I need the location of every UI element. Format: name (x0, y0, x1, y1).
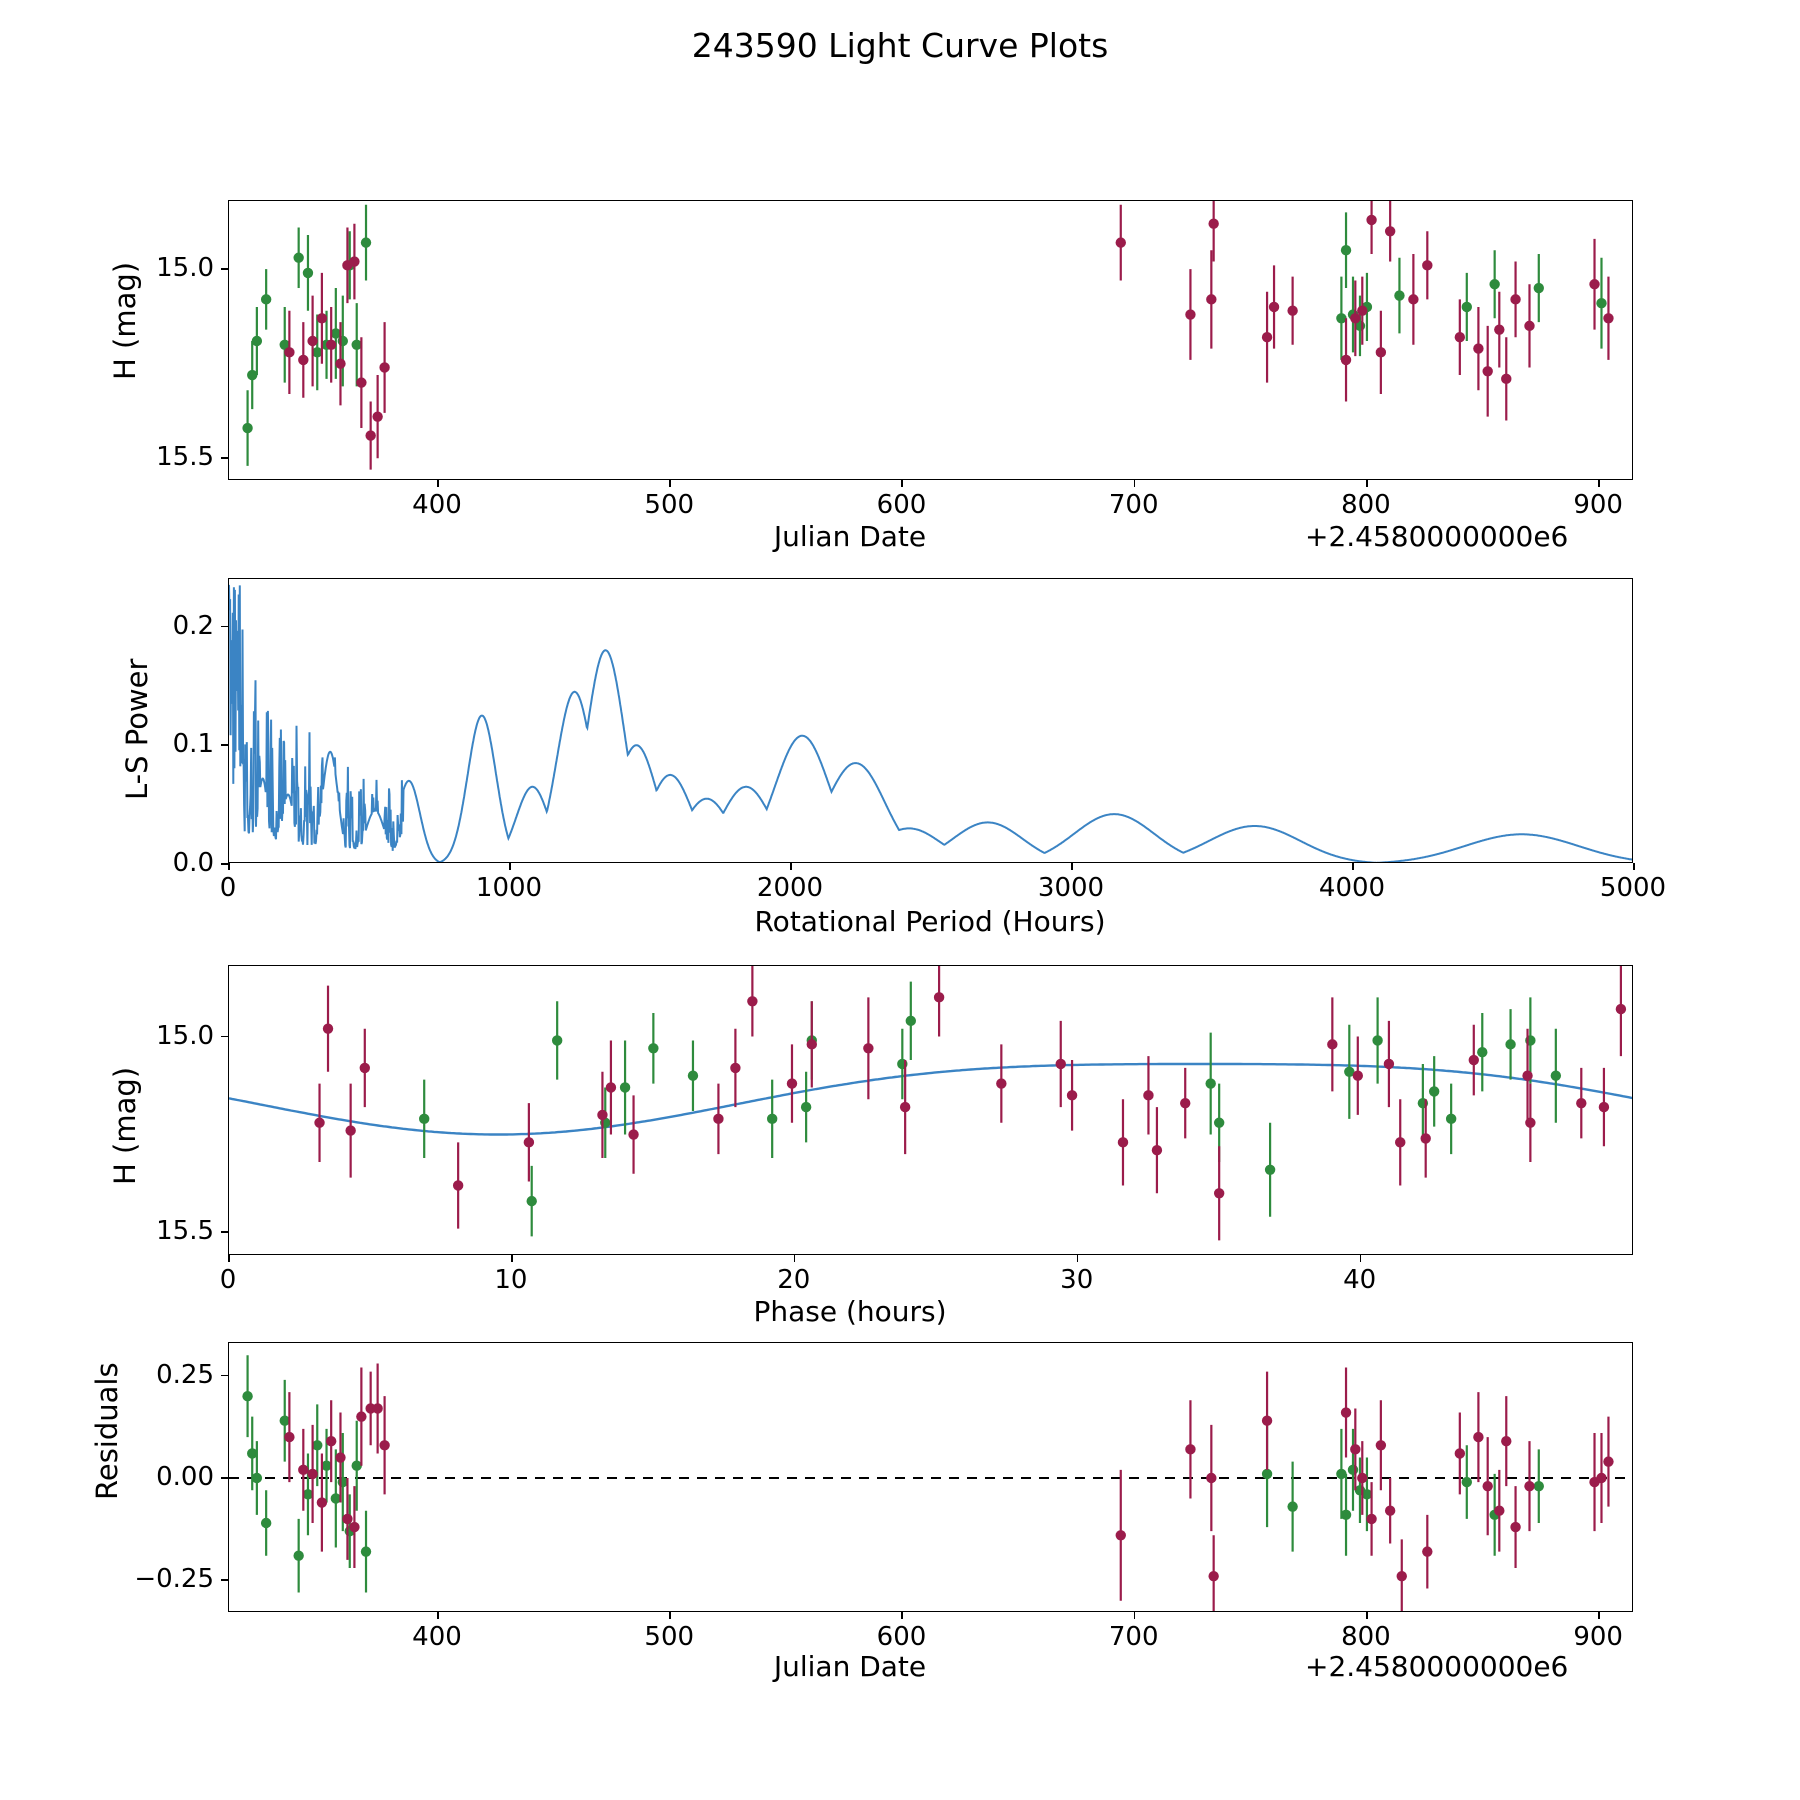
x-tick-mark (511, 1255, 513, 1262)
x-tick-mark (1598, 1612, 1600, 1619)
y-tick-mark (221, 1579, 228, 1581)
x-tick-label: 600 (876, 1622, 927, 1652)
axis-label-x-panel2: Rotational Period (Hours) (754, 905, 1106, 938)
x-tick-mark (1366, 480, 1368, 487)
x-tick-label: 500 (644, 490, 695, 520)
axis-offset-panel1: +2.4580000000e6 (1305, 520, 1569, 553)
x-tick-label: 400 (412, 490, 462, 520)
x-tick-mark (1633, 863, 1635, 870)
x-tick-label: 0 (219, 873, 237, 903)
x-tick-label: 3000 (1037, 873, 1105, 903)
x-tick-mark (509, 863, 511, 870)
x-tick-label: 30 (1060, 1265, 1094, 1295)
x-tick-label: 800 (1341, 1622, 1391, 1652)
y-tick-mark (221, 626, 228, 628)
axis-label-x-panel4: Julian Date (773, 1650, 927, 1683)
x-tick-label: 20 (777, 1265, 811, 1295)
x-tick-mark (794, 1255, 796, 1262)
axis-label-y-panel1: H (mag) (108, 261, 142, 380)
y-tick-mark (221, 1477, 228, 1479)
x-tick-label: 1000 (475, 873, 543, 903)
x-tick-label: 800 (1341, 490, 1391, 520)
plot-area-periodogram (228, 578, 1633, 863)
x-tick-mark (1134, 480, 1136, 487)
x-tick-label: 5000 (1599, 873, 1667, 903)
x-tick-label: 40 (1343, 1265, 1377, 1295)
x-tick-mark (437, 480, 439, 487)
x-tick-mark (1360, 1255, 1362, 1262)
x-tick-mark (1077, 1255, 1079, 1262)
y-tick-label: −0.25 (134, 1564, 214, 1595)
axis-label-y-panel3: H (mag) (108, 1066, 142, 1185)
x-tick-mark (1352, 863, 1354, 870)
x-tick-mark (901, 480, 903, 487)
x-tick-mark (1598, 480, 1600, 487)
y-tick-label: 15.5 (156, 1216, 214, 1247)
x-tick-mark (669, 480, 671, 487)
axis-label-y-panel2: L-S Power (120, 658, 154, 800)
x-tick-label: 400 (412, 1622, 462, 1652)
x-tick-mark (790, 863, 792, 870)
x-tick-mark (1071, 863, 1073, 870)
x-tick-label: 700 (1108, 490, 1159, 520)
axis-offset-panel4: +2.4580000000e6 (1305, 1650, 1569, 1683)
x-tick-mark (228, 1255, 230, 1262)
x-tick-label: 10 (494, 1265, 528, 1295)
y-tick-label: 0.2 (172, 610, 214, 641)
y-tick-label: 15.0 (156, 1020, 214, 1051)
y-tick-label: 15.5 (156, 442, 214, 473)
x-tick-mark (1134, 1612, 1136, 1619)
x-tick-label: 0 (219, 1265, 237, 1295)
x-tick-label: 500 (644, 1622, 695, 1652)
y-tick-mark (221, 1375, 228, 1377)
y-tick-label: 0.25 (156, 1359, 214, 1390)
axis-label-y-panel4: Residuals (90, 1362, 124, 1500)
x-tick-label: 4000 (1318, 873, 1386, 903)
y-tick-mark (221, 863, 228, 865)
x-tick-mark (901, 1612, 903, 1619)
plot-area-phase-folded (228, 965, 1633, 1255)
y-tick-mark (221, 744, 228, 746)
y-tick-label: 15.0 (156, 253, 214, 284)
x-tick-label: 900 (1573, 1622, 1623, 1652)
page-title: 243590 Light Curve Plots (691, 26, 1109, 65)
x-tick-mark (669, 1612, 671, 1619)
y-tick-mark (221, 1036, 228, 1038)
plot-area-residuals (228, 1342, 1633, 1612)
x-tick-label: 2000 (756, 873, 824, 903)
axis-label-x-panel3: Phase (hours) (753, 1295, 947, 1328)
y-tick-label: 0.1 (172, 729, 214, 760)
axis-label-x-panel1: Julian Date (773, 520, 927, 553)
x-tick-label: 900 (1573, 490, 1623, 520)
x-tick-label: 700 (1108, 1622, 1159, 1652)
x-tick-mark (1366, 1612, 1368, 1619)
y-tick-label: 0.0 (172, 848, 214, 878)
x-tick-mark (228, 863, 230, 870)
x-tick-mark (437, 1612, 439, 1619)
y-tick-label: 0.00 (156, 1462, 214, 1492)
x-tick-label: 600 (876, 490, 927, 520)
y-tick-mark (221, 1231, 228, 1233)
